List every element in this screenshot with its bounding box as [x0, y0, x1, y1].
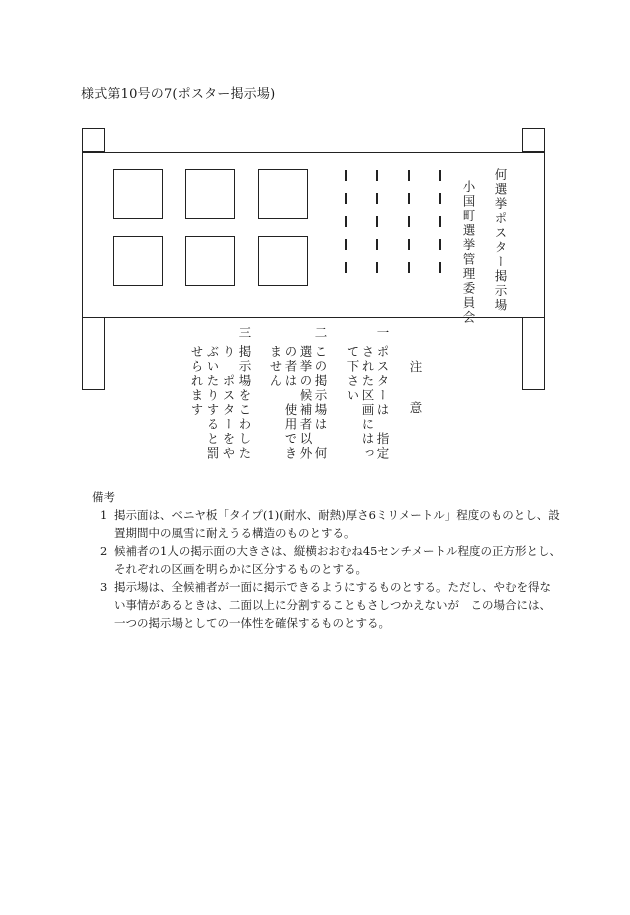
remark-text: 候補者の1人の掲示面の大きさは、縦横おおむね45センチメートル程度の正方形とし、それぞれの区画を明らかに区分するものとする。	[114, 544, 561, 576]
notice-number: 一	[375, 326, 390, 341]
notice-line: ポスターは 指定	[375, 345, 390, 461]
right-post-bottom	[522, 317, 545, 390]
notice-line: て下さい	[345, 345, 360, 403]
remark-number: 2	[100, 544, 108, 558]
right-post-top	[522, 128, 545, 152]
notice-line: 選挙の候補者以外	[298, 345, 313, 461]
notice-line: の者は 使用でき	[283, 345, 298, 461]
committee-name: 小国町選挙管理委員会	[461, 180, 476, 325]
notice-heading: 注 意	[408, 360, 423, 422]
notice-line: せられます	[189, 345, 204, 418]
board-title: 何選挙ポスター掲示場	[493, 168, 508, 313]
remark-item	[92, 506, 562, 542]
remark-item	[92, 578, 562, 632]
poster-slot	[258, 236, 308, 286]
poster-slot	[258, 169, 308, 219]
remark-number: 3	[100, 580, 108, 594]
poster-slot	[185, 236, 235, 286]
notice-number: 二	[313, 326, 328, 341]
poster-slot	[113, 236, 163, 286]
notice-line: り ポスターをや	[221, 345, 236, 461]
remark-text: 掲示場は、全候補者が一面に掲示できるようにするものとする。ただし、やむを得ない事情があるときは、二面以上に分割することもさしつかえないが この場合には、一つの掲示場としての一体性を確保するものとする。	[114, 580, 551, 630]
notice-line: この掲示場は 何	[313, 345, 328, 461]
poster-slot	[185, 169, 235, 219]
remark-item	[92, 542, 562, 578]
remark-number: 1	[100, 508, 108, 522]
notice-line: 掲示場をこわした	[237, 345, 252, 461]
notice-line: ぶいたりすると罰	[205, 345, 220, 461]
notice-number: 三	[237, 326, 252, 341]
form-title: 様式第10号の7(ポスター掲示場)	[81, 87, 276, 102]
notice-line: された区画にはっ	[360, 345, 375, 461]
remark-text: 掲示面は、ベニヤ板「タイプ(1)(耐水、耐熱)厚さ6ミリメートル」程度のものとし、設置期間中の風雪に耐えうる構造のものとする。	[114, 508, 560, 540]
remarks-section	[92, 488, 562, 632]
left-post-top	[82, 128, 105, 152]
remarks-heading: 備考	[92, 490, 115, 504]
notice-line: ません	[268, 345, 283, 389]
left-post-bottom	[82, 317, 105, 390]
poster-slot	[113, 169, 163, 219]
